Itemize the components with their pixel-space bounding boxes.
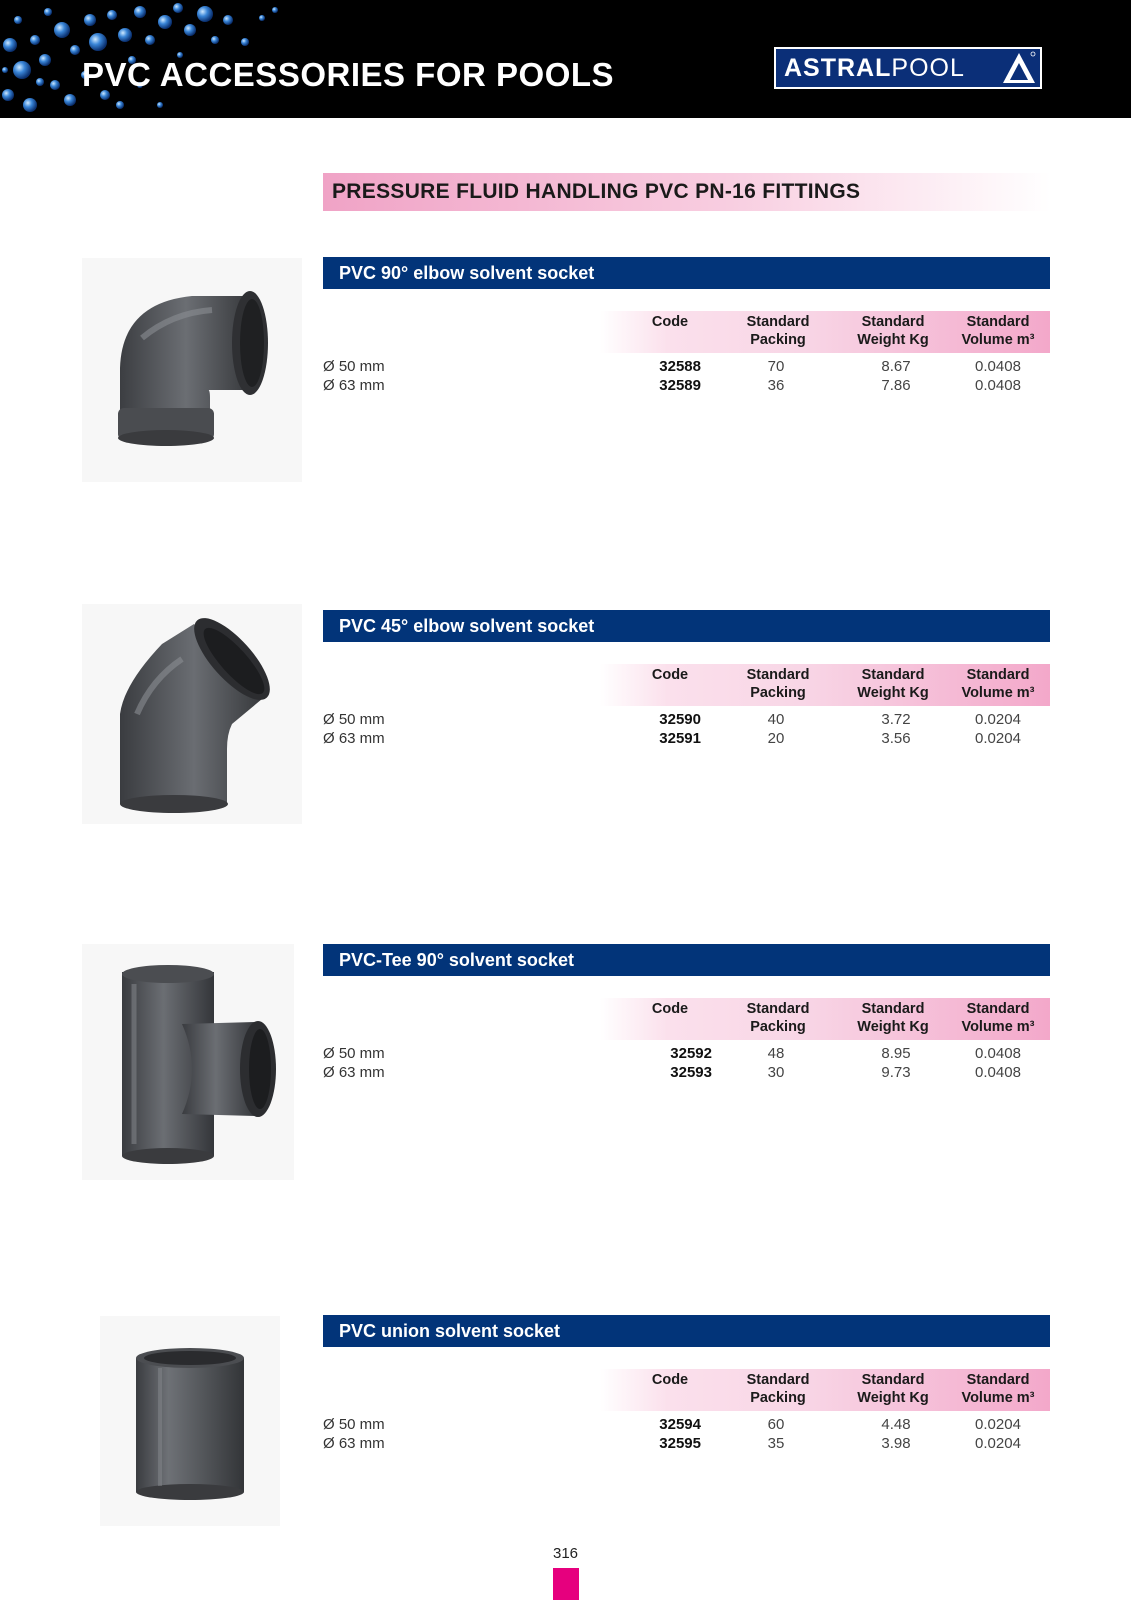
- astralpool-logo: [774, 47, 1042, 89]
- table-header: [600, 998, 1050, 1040]
- col-packing: Standard Packing: [746, 1001, 810, 1035]
- table-header: [600, 1369, 1050, 1411]
- table-header: [600, 664, 1050, 706]
- col-volume: Standard Volume m³: [961, 1372, 1035, 1406]
- main-heading-text: PRESSURE FLUID HANDLING PVC PN-16 FITTINGS: [332, 180, 861, 203]
- section-title: PVC-Tee 90° solvent socket: [339, 950, 574, 970]
- section-bar-tee-90: [323, 944, 1050, 976]
- col-packing: Standard Packing: [746, 314, 810, 348]
- col-volume: Standard Volume m³: [961, 1001, 1035, 1035]
- col-packing: Standard Packing: [746, 1372, 810, 1406]
- table-row: Ø 50 mm 32588 70 8.67 0.0408: [323, 358, 1021, 375]
- col-volume: Standard Volume m³: [961, 314, 1035, 348]
- col-weight: Standard Weight Kg: [857, 1001, 929, 1035]
- logo-text: ASTRALPOOL: [784, 54, 965, 82]
- table-header: [600, 311, 1050, 353]
- col-packing: Standard Packing: [746, 667, 810, 701]
- section-bar-45-elbow: [323, 610, 1050, 642]
- table-row: Ø 50 mm 32592 48 8.95 0.0408: [323, 1045, 1021, 1062]
- section-title: PVC 90° elbow solvent socket: [339, 263, 595, 283]
- astralpool-triangle-icon: [1000, 50, 1038, 86]
- section-title: PVC union solvent socket: [339, 1321, 561, 1341]
- col-code: Code: [651, 667, 689, 683]
- col-weight: Standard Weight Kg: [857, 667, 929, 701]
- main-heading: [323, 173, 1051, 211]
- section-title: PVC 45° elbow solvent socket: [339, 616, 595, 636]
- table-row: Ø 63 mm 32589 36 7.86 0.0408: [323, 377, 1021, 394]
- table-row: Ø 63 mm 32595 35 3.98 0.0204: [323, 1435, 1021, 1452]
- col-code: Code: [651, 314, 689, 330]
- col-weight: Standard Weight Kg: [857, 1372, 929, 1406]
- section-bar-union-socket: [323, 1315, 1050, 1347]
- page-title: PVC ACCESSORIES FOR POOLS: [82, 56, 615, 93]
- table-row: Ø 63 mm 32591 20 3.56 0.0204: [323, 730, 1021, 747]
- table-row: Ø 63 mm 32593 30 9.73 0.0408: [323, 1064, 1021, 1081]
- table-row: Ø 50 mm 32590 40 3.72 0.0204: [323, 711, 1021, 728]
- section-bar-90-elbow: [323, 257, 1050, 289]
- table-row: Ø 50 mm 32594 60 4.48 0.0204: [323, 1416, 1021, 1433]
- page-tab-marker: [553, 1568, 579, 1600]
- page-header: [0, 0, 1131, 118]
- col-volume: Standard Volume m³: [961, 667, 1035, 701]
- page-number: 316: [552, 1545, 579, 1562]
- col-weight: Standard Weight Kg: [857, 314, 929, 348]
- col-code: Code: [651, 1001, 689, 1017]
- col-code: Code: [651, 1372, 689, 1388]
